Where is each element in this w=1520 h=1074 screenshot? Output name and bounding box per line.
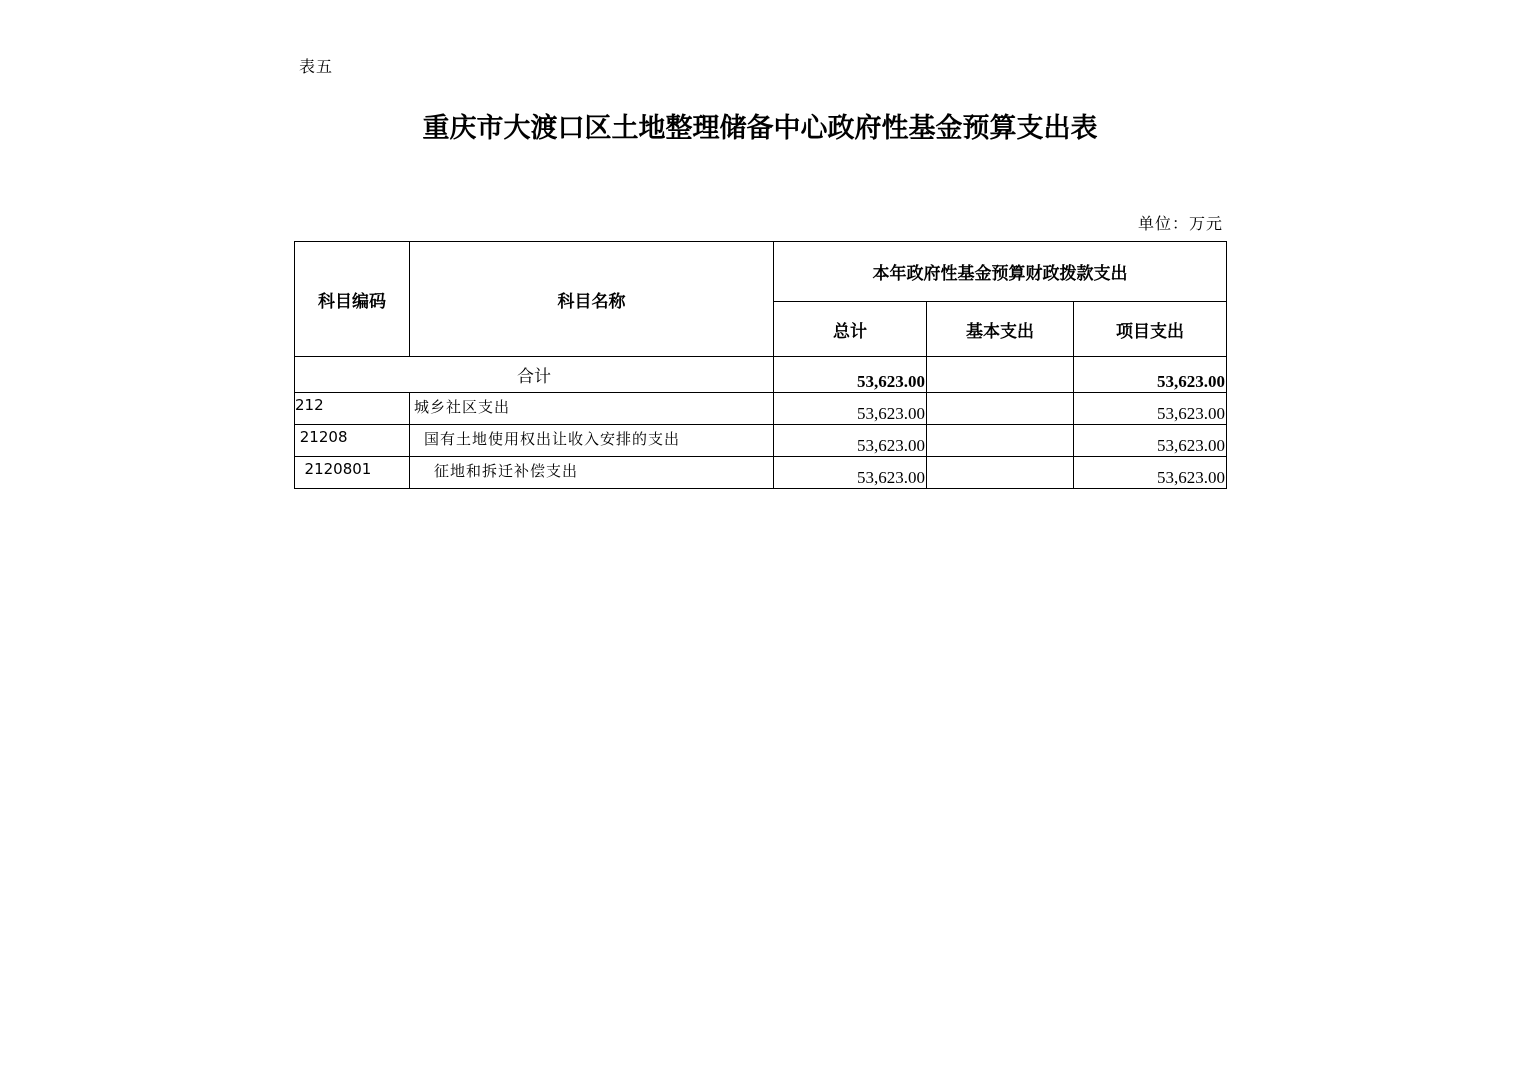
row-total: 53,623.00: [774, 457, 927, 489]
table-row: [295, 393, 1227, 425]
header-total: 总计: [774, 302, 927, 357]
row-code: 21208: [295, 425, 410, 457]
table-row: [295, 425, 1227, 457]
summary-basic: [927, 357, 1074, 393]
header-code: 科目编码: [295, 242, 410, 357]
header-basic: 基本支出: [927, 302, 1074, 357]
row-code: 212: [295, 393, 410, 425]
row-basic: [927, 393, 1074, 425]
header-name: 科目名称: [410, 242, 774, 357]
budget-table: [294, 241, 1227, 489]
row-name: 国有土地使用权出让收入安排的支出: [410, 425, 774, 457]
unit-label: 单位：万元: [1137, 214, 1223, 233]
summary-project: 53,623.00: [1074, 357, 1227, 393]
row-project: 53,623.00: [1074, 393, 1227, 425]
summary-total: 53,623.00: [774, 357, 927, 393]
row-total: 53,623.00: [774, 393, 927, 425]
header-group: 本年政府性基金预算财政拨款支出: [774, 242, 1227, 302]
row-project: 53,623.00: [1074, 457, 1227, 489]
summary-label: 合计: [295, 357, 774, 393]
table-number: 表五: [299, 57, 334, 76]
header-project: 项目支出: [1074, 302, 1227, 357]
row-basic: [927, 425, 1074, 457]
row-name: 征地和拆迁补偿支出: [410, 457, 774, 489]
document-title: 重庆市大渡口区土地整理储备中心政府性基金预算支出表: [422, 113, 1098, 144]
table-row: [295, 457, 1227, 489]
row-total: 53,623.00: [774, 425, 927, 457]
row-basic: [927, 457, 1074, 489]
row-code: 2120801: [295, 457, 410, 489]
summary-row: [295, 357, 1227, 393]
row-project: 53,623.00: [1074, 425, 1227, 457]
row-name: 城乡社区支出: [410, 393, 774, 425]
